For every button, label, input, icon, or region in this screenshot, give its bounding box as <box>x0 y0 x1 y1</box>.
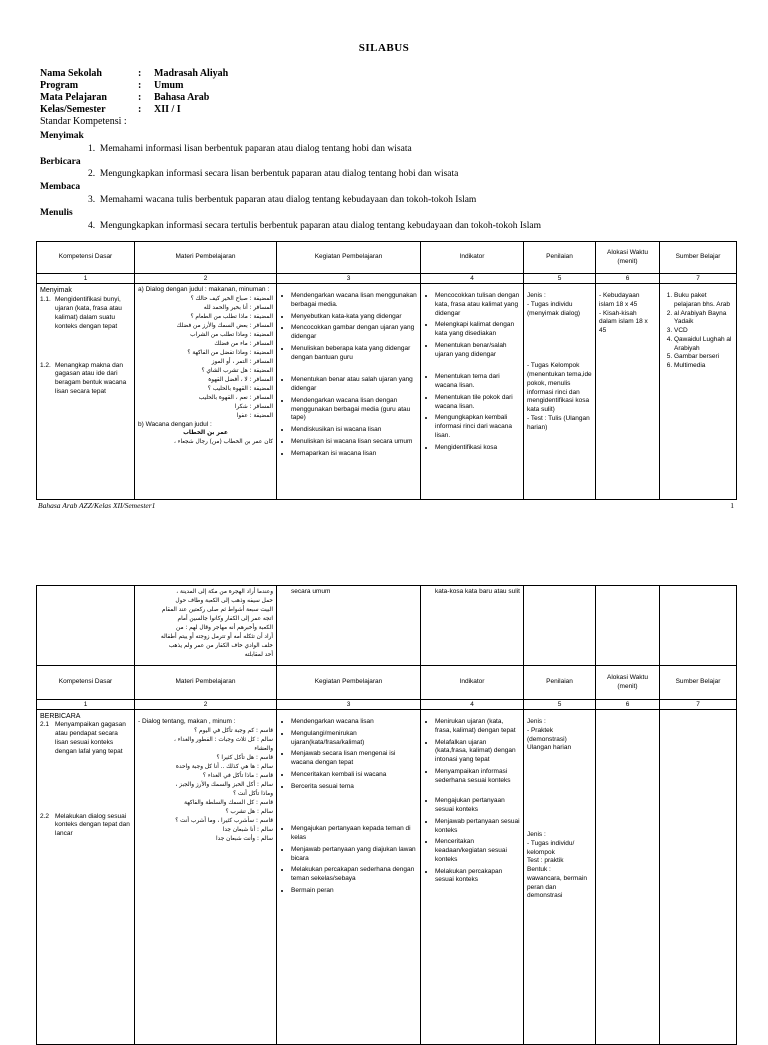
col-number: 3 <box>277 274 421 284</box>
school-info <box>40 68 228 128</box>
kegiatan-cell <box>277 710 421 1045</box>
sumber-cell <box>660 710 737 1045</box>
penilaian-text: Jenis : - Tugas individu (menyimak dialog) <box>527 292 581 317</box>
standar-item: 4. Mengungkapkan informasi secara tertulis berbentuk paparan atau dialog tentang kebudayaan dan tokoh-tokoh Islam <box>88 221 541 231</box>
header-alokasi: Alokasi Waktu (menit) <box>596 666 660 700</box>
list-item: • Menentukan tema dari wacana lisan. <box>435 373 520 391</box>
sumber-cell <box>660 586 737 666</box>
indikator-list <box>424 292 520 452</box>
indikator-cell <box>421 284 524 500</box>
header-sumber: Sumber Belajar <box>660 666 737 700</box>
materi-dialog-title: a) Dialog dengan judul : makanan, minuman : <box>138 286 270 293</box>
col-number: 4 <box>421 274 524 284</box>
kd-item: 1.1. Mengidentifikasi bunyi, ujaran (kata, frasa atau kalimat) dalam suatu konteks dengan tepat <box>40 296 122 330</box>
list-item: • Mendengarkan wacana lisan menggunakan berbagai media. <box>291 292 417 310</box>
standar-item: 1. Memahami informasi lisan berbentuk paparan atau dialog tentang hobi dan wisata <box>88 144 412 154</box>
alokasi-cell <box>596 284 660 500</box>
list-item: 6. Multimedia <box>674 362 733 371</box>
header-materi: Materi Pembelajaran <box>135 242 277 274</box>
indikator-list <box>424 797 520 885</box>
list-item: • Menceritakan kembali isi wacana <box>291 771 417 780</box>
list-item: • Mendiskusikan isi wacana lisan <box>291 426 417 435</box>
header-kegiatan: Kegiatan Pembelajaran <box>277 666 421 700</box>
list-item: • Melafalkan ujaran (kata,frasa, kalimat) dengan intonasi yang tepat <box>435 739 520 765</box>
kd-item: 1.2. Menangkap makna dan gagasan atau ide dari beragam bentuk wacana lisan secara tepat <box>40 361 127 395</box>
kd-item: 2.2 Melakukan dialog sesuai konteks dengan tepat dan lancar <box>40 812 130 838</box>
info-row: Mata Pelajaran : Bahasa Arab <box>40 92 210 103</box>
info-value: XII / I <box>154 104 181 115</box>
info-value: Bahasa Arab <box>154 92 210 103</box>
list-item: • Bercerita sesuai tema <box>291 783 417 792</box>
kd-section-title: Menyimak <box>40 287 72 294</box>
kegiatan-cell <box>277 284 421 500</box>
sumber-cell <box>660 284 737 500</box>
penilaian-text: Jenis : - Tugas individu/ kelompok Test : praktik Bentuk : wawancara, bermain peran dan demonstrasi <box>527 831 587 900</box>
skill-label: Berbicara <box>40 157 81 167</box>
page-title: SILABUS <box>358 42 410 54</box>
col-number: 5 <box>524 274 596 284</box>
info-row: Nama Sekolah : Madrasah Aliyah <box>40 68 229 79</box>
header-indikator: Indikator <box>421 666 524 700</box>
col-number: 2 <box>135 274 277 284</box>
indikator-list <box>424 718 520 785</box>
header-kegiatan: Kegiatan Pembelajaran <box>277 242 421 274</box>
skill-label: Menyimak <box>40 131 84 141</box>
list-item: • Menirukan ujaran (kata, frasa, kalimat) dengan tepat <box>435 718 520 736</box>
col-number: 4 <box>421 700 524 710</box>
materi-arabic-dialog: المضيفة : صباح الخير كيف حالك ؟ المسافر : أنا بخير والحمد لله المضيفة : ماذا تطلب من الطعام ؟ المسافر : بعض السمك والأرز من فضلك المضيفة : وماذا تطلب من الشراب المسافر : ماء من فضلك المضيفة : وماذا تفضل من الفاكهة ؟ المسافر : التمر ، أو الموز المضيفة : هل تشرب الشاي ؟ المسافر : لا ، أفضل القهوة المضيفة : القهوة بالحليب ؟ المسافر : نعم ، القهوة بالحليب المسافر : شكرا المضيفة : عفوا <box>176 295 273 419</box>
col-number: 1 <box>37 700 135 710</box>
indikator-cell <box>421 710 524 1045</box>
info-label: Nama Sekolah <box>40 68 102 79</box>
standar-item: 3. Memahami wacana tulis berbentuk paparan atau dialog tentang kebudayaan dan tokoh-tokoh Islam <box>88 195 477 205</box>
info-value: Madrasah Aliyah <box>154 68 229 79</box>
kegiatan-cell: secara umum <box>277 586 421 666</box>
materi-cell <box>135 710 277 1045</box>
list-item: • Melakukan percakapan sesuai konteks <box>435 868 520 886</box>
col-number: 3 <box>277 700 421 710</box>
list-item: • Menuliskan isi wacana lisan secara umum <box>291 438 417 447</box>
kompetensi-cell <box>37 710 135 1045</box>
col-number: 7 <box>660 274 737 284</box>
kegiatan-list <box>280 292 417 458</box>
page-1 <box>0 0 768 514</box>
standar-label: Standar Kompetensi : <box>40 116 127 127</box>
materi-wacana-line: كان عمر بن الخطاب (من) رجال شجعاء ، <box>174 439 273 446</box>
list-item: • Melengkapi kalimat dengan kata yang disediakan <box>435 321 520 339</box>
materi-wacana-title: b) Wacana dengan judul : <box>138 420 212 428</box>
list-item: • Menceritakan keadaan/kegiatan sesuai konteks <box>435 838 520 864</box>
skill-label: Membaca <box>40 182 81 192</box>
syllabus-table-page2 <box>36 585 737 1045</box>
col-number: 2 <box>135 700 277 710</box>
list-item: • Menentukan benar atau salah ujaran yang didengar <box>291 376 417 394</box>
alokasi-cell <box>596 586 660 666</box>
col-number: 6 <box>596 700 660 710</box>
list-item: • Mencocokkan gambar dengan ujaran yang didengar <box>291 324 417 342</box>
indikator-cell: kata-kosa kata baru atau sulit <box>421 586 524 666</box>
list-item: 4. Qawaidul Lughah al Arabiyah <box>674 336 733 354</box>
materi-arabic-dialog: قاسم : كم وجبة تأكل في اليوم ؟ سالم : كل ثلاث وجبات : الفطور والغداء ، والعشاء قاسم : هل تأكل كثيرا ؟ سالم : ها هي كذلك .. أنا كل وجبة واحدة قاسم : ماذا تأكل في الغداء ؟ سالم : أكل الخبز والسمك والأرز والجبز ، وماذا تأكل أنت ؟ قاسم : كل السمك والسلطة والفاكهة سالم : هل تشرب ؟ قاسم : سأشرب كثيرا ، وما أشرب أنت ؟ سالم : أنا شبعان جدا سالم : وأنت شبعان جدا <box>173 727 273 842</box>
list-item: • Bermain peran <box>291 887 417 896</box>
list-item: 3. VCD <box>674 327 733 336</box>
page-2 <box>0 585 768 1024</box>
list-item: • Menyebutkan kata-kata yang didengar <box>291 313 417 322</box>
list-item: 2. al Arabiyah Bayna Yadaik <box>674 310 733 328</box>
info-value: Umum <box>154 80 184 91</box>
alokasi-cell <box>596 710 660 1045</box>
header-indikator: Indikator <box>421 242 524 274</box>
list-item: • Menentukan benar/salah ujaran yang didengar <box>435 342 520 360</box>
footer-left: Bahasa Arab AZZ/Kelas XII/Semester1 <box>38 501 156 510</box>
info-label: Program <box>40 80 79 91</box>
kd-section-title: BERBICARA <box>40 713 81 720</box>
list-item: • Menuliskan beberapa kata yang didengar dengan bantuan guru <box>291 345 417 363</box>
col-number: 6 <box>596 274 660 284</box>
header-materi: Materi Pembelajaran <box>135 666 277 700</box>
list-item: 1. Buku paket pelajaran bhs. Arab <box>674 292 733 310</box>
standar-item: 2. Mengungkapkan informasi secara lisan berbentuk paparan atau dialog tentang hobi dan wisata <box>88 169 459 179</box>
materi-arabic-continuation: وعندما أراد الهجرة من مكة إلى المدينة ، حمل سيفه وذهب إلى الكعبة وطاف حول البيت سبعة أشواط ثم صلى ركعتين عند المقام اتجه عمر إلى الكفار وكانوا جالسين أمام الكعبة وأخبرهم أنه مهاجر وقال لهم : من أراد أن تثكله أمه أو تترمل زوجته أو ييتم أطفاله خلف الوادي خاف الكفار من عمر ولم يذهب أحد لمقابلته <box>160 589 273 658</box>
materi-dialog-title: - Dialog tentang, makan , minum : <box>138 718 236 725</box>
list-item: • Melakukan percakapan sederhana dengan teman sekelas/sebaya <box>291 866 417 884</box>
penilaian-cell <box>524 710 596 1045</box>
kompetensi-cell <box>37 586 135 666</box>
info-row: Kelas/Semester : XII / I <box>40 104 181 115</box>
skill-label: Menulis <box>40 208 73 218</box>
list-item: • Menyampaikan informasi sederhana sesuai konteks <box>435 768 520 786</box>
header-penilaian: Penilaian <box>524 666 596 700</box>
info-row: Program : Umum <box>40 80 184 91</box>
list-item: • Menjawab pertanyaan sesuai konteks <box>435 818 520 836</box>
list-item: • Menentukan tile pokok dari wacana lisan. <box>435 394 520 412</box>
info-label: Mata Pelajaran <box>40 92 107 103</box>
page-number: 1 <box>730 501 734 510</box>
syllabus-table-page1 <box>36 241 737 500</box>
page-footer <box>38 501 734 510</box>
col-number: 1 <box>37 274 135 284</box>
list-item: • Mencocokkan tulisan dengan kata, frasa atau kalimat yang didengar <box>435 292 520 318</box>
header-penilaian: Penilaian <box>524 242 596 274</box>
sumber-list <box>663 292 733 371</box>
list-item: 5. Gambar berseri <box>674 353 733 362</box>
header-kompetensi: Kompetensi Dasar <box>37 666 135 700</box>
kegiatan-list <box>280 718 417 791</box>
header-kompetensi: Kompetensi Dasar <box>37 242 135 274</box>
info-label: Kelas/Semester <box>40 104 106 115</box>
list-item: • Mengajukan pertanyaan sesuai konteks <box>435 797 520 815</box>
list-item: • Mendengarkan wacana lisan <box>291 718 417 727</box>
list-item: • Mengidentifikasi kosa <box>435 444 520 453</box>
penilaian-cell <box>524 586 596 666</box>
header-alokasi: Alokasi Waktu (menit) <box>596 242 660 274</box>
list-item: • Mengulangi/menirukan ujaran(kata/frasa/kalimat) <box>291 730 417 748</box>
col-number: 7 <box>660 700 737 710</box>
list-item: • Mengungkapkan kembali informasi rinci dari wacana lisan. <box>435 414 520 440</box>
materi-cell <box>135 284 277 500</box>
kd-item: 2.1 Menyampaikan gagasan atau pendapat secara lisan sesuai konteks dengan lafal yang tepat <box>40 721 126 755</box>
alokasi-text: - Kebudayaan islam 18 x 45 - Kisah-kisah dalam islam 18 x 45 <box>599 292 648 335</box>
list-item: • Menjawab secara lisan mengenai isi wacana dengan tepat <box>291 750 417 768</box>
penilaian-text: - Tugas Kelompok (menentukan tema,ide pokok, menulis informasi rinci dan mengidentifikasi kosa kata sulit) - Test : Tulis (Ulangan harian) <box>527 362 592 431</box>
list-item: • Mendengarkan wacana lisan dengan menggunakan berbagai media (guru atau tape) <box>291 397 417 423</box>
materi-wacana-heading: عمر بن الخطاب <box>183 430 228 437</box>
list-item: • Memaparkan isi wacana lisan <box>291 450 417 459</box>
kompetensi-cell <box>37 284 135 500</box>
list-item: • Menjawab pertanyaan yang diajukan lawan bicara <box>291 846 417 864</box>
header-sumber: Sumber Belajar <box>660 242 737 274</box>
materi-cell <box>135 586 277 666</box>
col-number: 5 <box>524 700 596 710</box>
list-item: • Mengajukan pertanyaan kepada teman di kelas <box>291 825 417 843</box>
penilaian-cell <box>524 284 596 500</box>
penilaian-text: Jenis : - Praktek (demonstrasi) Ulangan harian <box>527 718 572 752</box>
kegiatan-list <box>280 825 417 895</box>
